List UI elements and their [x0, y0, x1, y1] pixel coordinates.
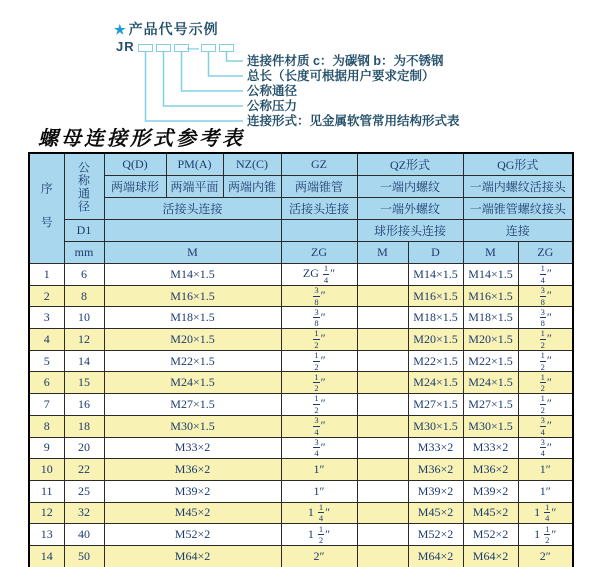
cell-qg-zg: $\frac{3}{4}$ ″ [518, 415, 573, 437]
cell-qg-m: M24×1.5 [463, 372, 518, 394]
table-row [29, 437, 573, 459]
label-nominal-diameter: 公称通径 [247, 84, 298, 98]
cell-qz-m [357, 350, 408, 372]
cell-dn: 18 [64, 415, 104, 437]
cell-zg: $\frac{1}{2}$ ″ [281, 329, 357, 351]
cell-qg-m: M30×1.5 [463, 415, 518, 437]
cell-qg-m: M20×1.5 [463, 329, 518, 351]
star-icon: ★ [114, 22, 127, 37]
cell-qz-d: M52×2 [408, 524, 463, 546]
cell-qz-m [357, 459, 408, 481]
cell-qg-zg: $\frac{3}{8}$ ″ [518, 285, 573, 307]
cell-qz-m [357, 307, 408, 329]
cell-dn: 22 [64, 459, 104, 481]
cell-qz-d: M36×2 [408, 459, 463, 481]
header-qg-zg: ZG [518, 242, 573, 264]
empty-cell [104, 220, 281, 242]
cell-qz-d: M27×1.5 [408, 394, 463, 416]
cell-seq: 2 [29, 285, 64, 307]
table-row [29, 350, 573, 372]
cell-qz-d: M33×2 [408, 437, 463, 459]
cell-qg-zg: 1 $\frac{1}{4}$ ″ [518, 502, 573, 524]
cell-m: M27×1.5 [104, 394, 281, 416]
nut-connection-table [28, 152, 574, 567]
header-col-pm: PM(A) [166, 153, 223, 176]
header-d1: D1 [64, 220, 104, 242]
header-pm-desc: 两端平面 [166, 176, 223, 198]
cell-m: M18×1.5 [104, 307, 281, 329]
cell-qz-d: M22×1.5 [408, 350, 463, 372]
header-qz-desc3: 球形接头连接 [357, 220, 463, 242]
table-row [29, 415, 573, 437]
cell-zg: $\frac{1}{2}$ ″ [281, 394, 357, 416]
cell-dn: 16 [64, 394, 104, 416]
cell-dn: 10 [64, 307, 104, 329]
header-gz-union: 活接头连接 [281, 198, 357, 220]
table-row [29, 502, 573, 524]
cell-qg-zg: $\frac{1}{2}$ ″ [518, 394, 573, 416]
cell-m: M36×2 [104, 459, 281, 481]
cell-qg-m: M14×1.5 [463, 264, 518, 286]
header-zg: ZG [281, 242, 357, 264]
cell-qz-m [357, 480, 408, 502]
cell-qz-m [357, 329, 408, 351]
cell-qg-m: M33×2 [463, 437, 518, 459]
cell-dn: 40 [64, 524, 104, 546]
cell-zg: $\frac{1}{2}$ ″ [281, 350, 357, 372]
header-qz-m: M [357, 242, 408, 264]
table-row [29, 285, 573, 307]
cell-seq: 12 [29, 502, 64, 524]
cell-qg-zg: 1″ [518, 480, 573, 502]
product-code-prefix: JR [116, 39, 135, 54]
table-row [29, 480, 573, 502]
cell-zg: 1″ [281, 459, 357, 481]
cell-qz-d: M45×2 [408, 502, 463, 524]
cell-qz-m [357, 264, 408, 286]
cell-dn: 50 [64, 545, 104, 567]
cell-zg: $\frac{1}{2}$ ″ [281, 372, 357, 394]
cell-seq: 3 [29, 307, 64, 329]
cell-seq: 10 [29, 459, 64, 481]
cell-qg-zg: 1″ [518, 459, 573, 481]
header-qg-desc2: 一端锥管螺纹接头 [463, 198, 573, 220]
cell-zg: 2″ [281, 545, 357, 567]
cell-zg: ZG $\frac{1}{4}$ ″ [281, 264, 357, 286]
cell-dn: 25 [64, 480, 104, 502]
header-gz-desc: 两端锥管 [281, 176, 357, 198]
cell-qg-m: M64×2 [463, 545, 518, 567]
table-row [29, 372, 573, 394]
header-row-desc3 [29, 220, 573, 242]
cell-qg-m: M22×1.5 [463, 350, 518, 372]
cell-qg-m: M36×2 [463, 459, 518, 481]
table-body [29, 264, 573, 567]
cell-dn: 6 [64, 264, 104, 286]
empty-cell [281, 220, 357, 242]
cell-qg-m: M52×2 [463, 524, 518, 546]
cell-m: M52×2 [104, 524, 281, 546]
cell-qz-m [357, 285, 408, 307]
cell-qg-zg: $\frac{3}{4}$ ″ [518, 437, 573, 459]
cell-qg-m: M16×1.5 [463, 285, 518, 307]
cell-m: M24×1.5 [104, 372, 281, 394]
cell-qz-m [357, 502, 408, 524]
cell-zg: 1″ [281, 480, 357, 502]
cell-qz-d: M18×1.5 [408, 307, 463, 329]
cell-zg: 1 $\frac{1}{4}$ ″ [281, 502, 357, 524]
header-col-gz: GZ [281, 153, 357, 176]
cell-seq: 9 [29, 437, 64, 459]
cell-seq: 1 [29, 264, 64, 286]
cell-m: M20×1.5 [104, 329, 281, 351]
cell-seq: 8 [29, 415, 64, 437]
header-row-codes [29, 153, 573, 176]
cell-m: M39×2 [104, 480, 281, 502]
cell-zg: $\frac{3}{8}$ ″ [281, 307, 357, 329]
code-separator: — [187, 40, 199, 55]
table-header [29, 153, 573, 264]
cell-qg-m: M27×1.5 [463, 394, 518, 416]
header-qz-desc2: 一端外螺纹 [357, 198, 463, 220]
table-title: 螺母连接形式参考表 [38, 126, 245, 150]
table-row [29, 307, 573, 329]
label-total-length: 总长（长度可根据用户要求定制） [247, 69, 435, 83]
cell-qg-zg: 1 $\frac{1}{2}$ ″ [518, 524, 573, 546]
cell-seq: 11 [29, 480, 64, 502]
cell-zg: $\frac{3}{4}$ ″ [281, 415, 357, 437]
cell-zg: 1 $\frac{1}{2}$ ″ [281, 524, 357, 546]
cell-dn: 32 [64, 502, 104, 524]
cell-qz-m [357, 372, 408, 394]
table-row [29, 459, 573, 481]
cell-m: M45×2 [104, 502, 281, 524]
cell-m: M30×1.5 [104, 415, 281, 437]
cell-seq: 7 [29, 394, 64, 416]
cell-dn: 15 [64, 372, 104, 394]
table-row [29, 545, 573, 567]
cell-qg-zg: $\frac{1}{2}$ ″ [518, 329, 573, 351]
cell-seq: 13 [29, 524, 64, 546]
header-qz-desc1: 一端内螺纹 [357, 176, 463, 198]
cell-seq: 5 [29, 350, 64, 372]
header-row-units [29, 242, 573, 264]
header-row-desc1 [29, 176, 573, 198]
label-material: 连接件材质 c：为碳钢 b：为不锈钢 [247, 54, 444, 68]
cell-qg-m: M39×2 [463, 480, 518, 502]
cell-qz-d: M64×2 [408, 545, 463, 567]
header-col-nz: NZ(C) [223, 153, 281, 176]
header-qg-desc1: 一端内螺纹活接头 [463, 176, 573, 198]
cell-m: M22×1.5 [104, 350, 281, 372]
cell-qg-m: M18×1.5 [463, 307, 518, 329]
cell-qz-d: M14×1.5 [408, 264, 463, 286]
header-row-desc2 [29, 198, 573, 220]
label-nominal-pressure: 公称压力 [247, 99, 298, 113]
cell-qg-m: M45×2 [463, 502, 518, 524]
header-col-qz: QZ形式 [357, 153, 463, 176]
header-col-qg: QG形式 [463, 153, 573, 176]
cell-qg-zg: 2″ [518, 545, 573, 567]
cell-m: M14×1.5 [104, 264, 281, 286]
cell-qz-m [357, 524, 408, 546]
table-row [29, 394, 573, 416]
cell-zg: $\frac{3}{8}$ ″ [281, 285, 357, 307]
cell-dn: 8 [64, 285, 104, 307]
cell-dn: 12 [64, 329, 104, 351]
cell-m: M64×2 [104, 545, 281, 567]
header-unit: mm [64, 242, 104, 264]
cell-dn: 14 [64, 350, 104, 372]
cell-qg-zg: $\frac{1}{4}$ ″ [518, 264, 573, 286]
diagram-title-text: 产品代号示例 [128, 21, 219, 37]
header-qg-m: M [463, 242, 518, 264]
cell-qz-m [357, 415, 408, 437]
cell-qz-m [357, 437, 408, 459]
table-row [29, 524, 573, 546]
cell-qg-zg: $\frac{3}{8}$ ″ [518, 307, 573, 329]
cell-qz-d: M24×1.5 [408, 372, 463, 394]
table-row [29, 329, 573, 351]
cell-seq: 14 [29, 545, 64, 567]
header-union-joint: 活接头连接 [104, 198, 281, 220]
cell-seq: 6 [29, 372, 64, 394]
header-qg-desc3: 连接 [463, 220, 573, 242]
header-nominal-diameter: 公称通径 [64, 153, 104, 220]
cell-m: M16×1.5 [104, 285, 281, 307]
cell-qz-d: M16×1.5 [408, 285, 463, 307]
cell-seq: 4 [29, 329, 64, 351]
header-qz-d: D [408, 242, 463, 264]
cell-qz-d: M20×1.5 [408, 329, 463, 351]
header-qd-desc: 两端球形 [104, 176, 166, 198]
header-seq: 序号 [29, 153, 64, 264]
cell-dn: 20 [64, 437, 104, 459]
cell-zg: $\frac{3}{4}$ ″ [281, 437, 357, 459]
header-m: M [104, 242, 281, 264]
cell-qz-d: M39×2 [408, 480, 463, 502]
cell-qz-m [357, 545, 408, 567]
table-row [29, 264, 573, 286]
header-col-qd: Q(D) [104, 153, 166, 176]
header-nz-desc: 两端内锥 [223, 176, 281, 198]
cell-qz-m [357, 394, 408, 416]
cell-m: M33×2 [104, 437, 281, 459]
cell-qg-zg: $\frac{1}{2}$ ″ [518, 350, 573, 372]
cell-qg-zg: $\frac{1}{2}$ ″ [518, 372, 573, 394]
label-connection-form: 连接形式：见金属软管常用结构形式表 [247, 114, 460, 128]
cell-qz-d: M30×1.5 [408, 415, 463, 437]
